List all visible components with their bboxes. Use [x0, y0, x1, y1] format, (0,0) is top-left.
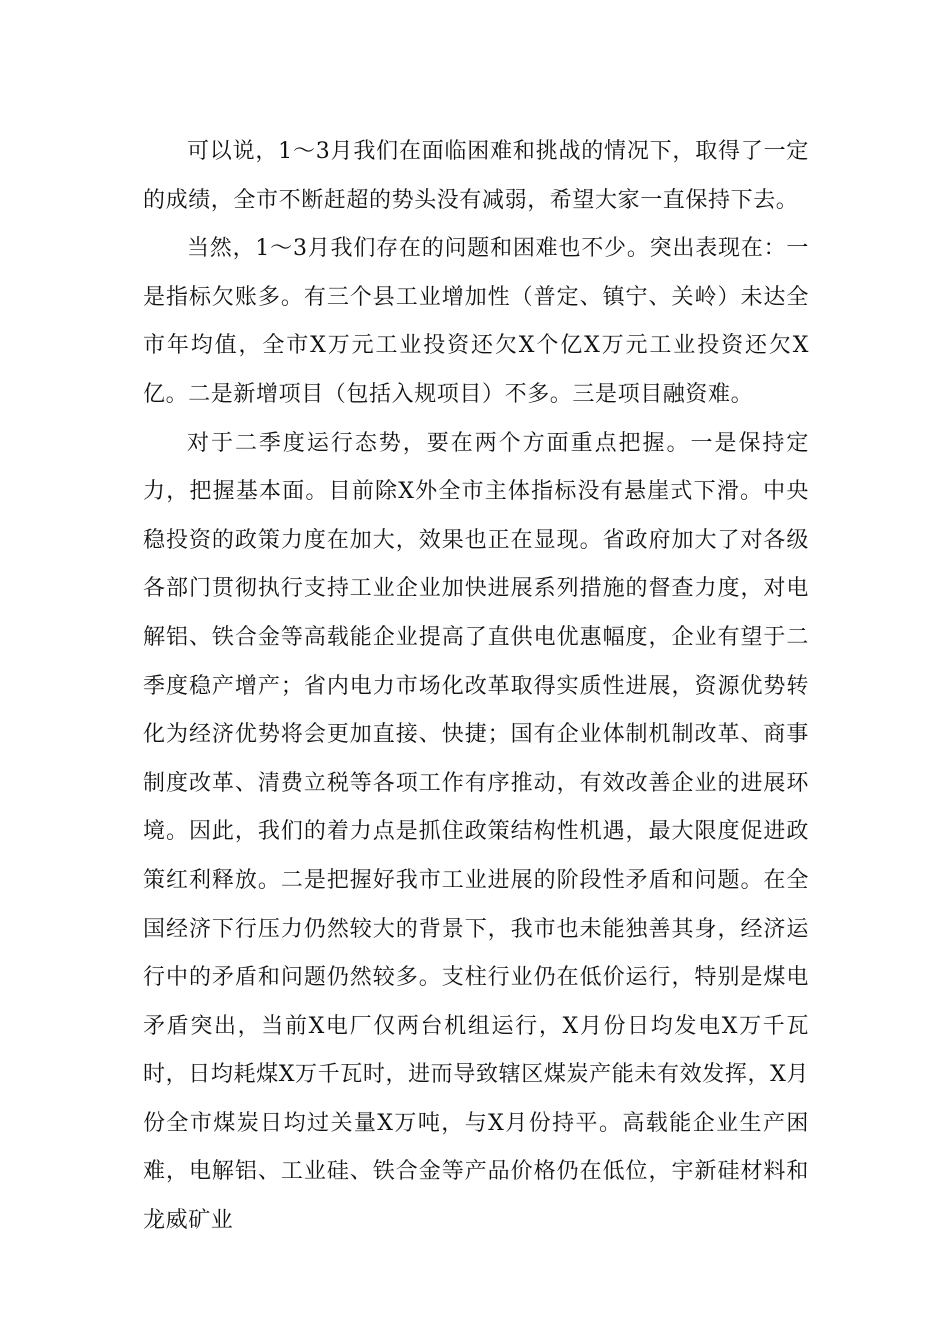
paragraph-second-quarter: 对于二季度运行态势，要在两个方面重点把握。一是保持定力，把握基本面。目前除X外全市主体指标没有悬崖式下滑。中央稳投资的政策力度在加大，效果也正在显现。省政府加大了对各级各部门贯彻执行支持工业企业加快进展系列措施的督查力度，对电解铝、铁合金等高载能企业提高了直供电优惠幅度，企业有望于二季度稳产增产；省内电力市场化改革取得实质性进展，资源优势转化为经济优势将会更加直接、快捷；国有企业体制机制改革、商事制度改革、清费立税等各项工作有序推动，有效改善企业的进展环境。因此，我们的着力点是抓住政策结构性机遇，最大限度促进政策红利释放。二是把握好我市工业进展的阶段性矛盾和问题。在全国经济下行压力仍然较大的背景下，我市也未能独善其身，经济运行中的矛盾和问题仍然较多。支柱行业仍在低价运行，特别是煤电矛盾突出，当前X电厂仅两台机组运行，X月份日均发电X万千瓦时，日均耗煤X万千瓦时，进而导致辖区煤炭产能未有效发挥，X月份全市煤炭日均过关量X万吨，与X月份持平。高载能企业生产困难，电解铝、工业硅、铁合金等产品价格仍在低位，宇新硅材料和龙威矿业	[143, 430, 809, 1234]
paragraph-achievements: 可以说，1～3月我们在面临困难和挑战的情况下，取得了一定的成绩，全市不断赶超的势头没有减弱，希望大家一直保持下去。	[143, 139, 809, 213]
paragraph-problems: 当然，1～3月我们存在的问题和困难也不少。突出表现在：一是指标欠账多。有三个县工业增加性（普定、镇宁、关岭）未达全市年均值，全市X万元工业投资还欠X个亿X万元工业投资还欠X亿。二是新增项目（包括入规项目）不多。三是项目融资难。	[143, 236, 809, 407]
document-body	[143, 128, 809, 1246]
